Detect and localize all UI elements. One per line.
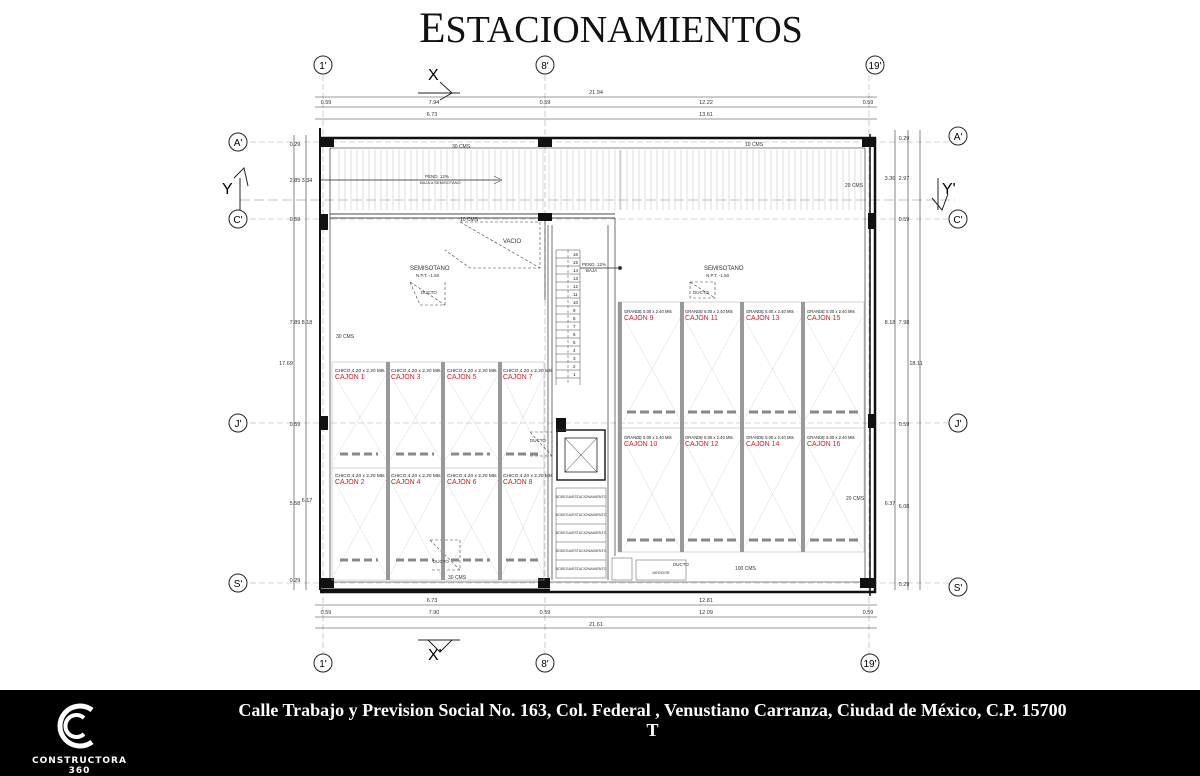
- section-mark-y-right: [932, 178, 956, 210]
- svg-text:9: 9: [573, 308, 576, 313]
- svg-text:CHICO 4.20 x 2.20 Mts: CHICO 4.20 x 2.20 Mts: [391, 474, 441, 479]
- svg-text:X: X: [428, 67, 439, 84]
- svg-text:19': 19': [868, 61, 882, 72]
- brand-name: CONSTRUCTORA 360: [32, 756, 127, 776]
- svg-text:CAJÓN 7: CAJÓN 7: [503, 374, 533, 381]
- svg-text:8': 8': [541, 61, 549, 72]
- svg-text:GRANDE 5.00 x 2.40 Mts: GRANDE 5.00 x 2.40 Mts: [624, 309, 672, 314]
- svg-text:CHICO 4.20 x 2.20 Mts: CHICO 4.20 x 2.20 Mts: [335, 474, 385, 479]
- cajon-5: [447, 368, 497, 381]
- svg-text:CHICO 4.20 x 2.20 Mts: CHICO 4.20 x 2.20 Mts: [335, 369, 385, 374]
- svg-text:0.59: 0.59: [289, 217, 301, 223]
- svg-text:CAJÓN 3: CAJÓN 3: [391, 374, 421, 381]
- svg-text:DUCTO: DUCTO: [433, 559, 449, 564]
- svg-text:CAJÓN 11: CAJÓN 11: [685, 315, 718, 322]
- svg-text:19': 19': [863, 659, 877, 670]
- svg-text:3.36: 3.36: [884, 176, 896, 182]
- svg-text:CAJÓN 13: CAJÓN 13: [746, 315, 780, 322]
- svg-text:CAJÓN 15: CAJÓN 15: [807, 315, 841, 322]
- svg-text:C': C': [233, 215, 243, 226]
- svg-text:Y': Y': [942, 181, 956, 198]
- svg-text:BAJA A SEMISOTANO: BAJA A SEMISOTANO: [420, 180, 461, 185]
- svg-text:CAJÓN 12: CAJÓN 12: [685, 441, 719, 448]
- svg-text:30 CMS: 30 CMS: [452, 144, 471, 150]
- svg-text:CAJÓN 1: CAJÓN 1: [335, 374, 365, 381]
- cajon-4: [391, 473, 441, 486]
- svg-text:PEND. 12%: PEND. 12%: [425, 174, 450, 179]
- svg-text:X': X': [428, 647, 442, 664]
- svg-text:BODEGA/ESTACIONAMIENTO: BODEGA/ESTACIONAMIENTO: [555, 513, 607, 517]
- brand-logo: [22, 696, 137, 776]
- svg-text:1: 1: [573, 372, 576, 377]
- svg-text:BODEGA/ESTACIONAMIENTO: BODEGA/ESTACIONAMIENTO: [555, 531, 607, 535]
- svg-text:VACIO: VACIO: [503, 239, 522, 245]
- svg-text:17.69: 17.69: [279, 361, 293, 367]
- cajon-1: [335, 368, 385, 381]
- svg-text:6.73: 6.73: [426, 598, 438, 604]
- svg-text:DUCTO: DUCTO: [421, 290, 437, 295]
- section-mark-y-left: [222, 168, 248, 210]
- svg-text:0.59: 0.59: [539, 610, 551, 616]
- svg-text:7.90: 7.90: [428, 610, 440, 616]
- svg-text:0.59: 0.59: [862, 100, 874, 106]
- stair-numbers: [573, 252, 579, 377]
- svg-text:30 CMS: 30 CMS: [448, 575, 467, 581]
- cajon-15: [807, 309, 855, 322]
- svg-text:8.18: 8.18: [884, 320, 896, 326]
- svg-text:12: 12: [573, 284, 579, 289]
- svg-text:5: 5: [573, 340, 576, 345]
- svg-text:6.73: 6.73: [426, 112, 438, 118]
- svg-text:30 CMS: 30 CMS: [336, 334, 355, 340]
- cajon-12: [685, 435, 733, 448]
- svg-text:7: 7: [573, 324, 576, 329]
- svg-text:PEND. 12%: PEND. 12%: [582, 262, 607, 267]
- c-logo-icon: [22, 696, 137, 756]
- svg-text:0.29: 0.29: [898, 136, 910, 142]
- cajon-7: [503, 368, 553, 381]
- section-mark-x-top: [418, 67, 460, 100]
- cajon-16: [807, 435, 855, 448]
- svg-text:21.61: 21.61: [589, 622, 603, 628]
- svg-text:8.18: 8.18: [301, 320, 313, 326]
- svg-text:BAJA: BAJA: [586, 268, 598, 273]
- cajon-labels: [335, 309, 855, 486]
- cajon-9: [624, 309, 672, 322]
- svg-text:CHICO 4.20 x 2.20 Mts: CHICO 4.20 x 2.20 Mts: [503, 474, 553, 479]
- svg-text:C': C': [953, 215, 963, 226]
- cajon-3: [391, 368, 441, 381]
- cajon-13: [746, 309, 794, 322]
- svg-text:11: 11: [573, 292, 578, 297]
- svg-text:6.08: 6.08: [898, 504, 910, 510]
- svg-text:SEMISOTANO: SEMISOTANO: [704, 266, 744, 272]
- svg-text:0.59: 0.59: [862, 610, 874, 616]
- svg-text:1': 1': [319, 659, 327, 670]
- svg-text:0.59: 0.59: [539, 100, 551, 106]
- svg-text:2.97: 2.97: [898, 176, 910, 182]
- cajon-14: [746, 435, 794, 448]
- svg-text:GRANDE 5.00 x 2.40 Mts: GRANDE 5.00 x 2.40 Mts: [685, 435, 733, 440]
- svg-text:BODEGA/ESTACIONAMIENTO: BODEGA/ESTACIONAMIENTO: [555, 549, 607, 553]
- svg-text:2: 2: [573, 364, 576, 369]
- axis-label: 1': [319, 61, 327, 72]
- address-text: [145, 700, 1160, 740]
- svg-text:DUCTO: DUCTO: [693, 290, 709, 295]
- svg-text:15: 15: [573, 260, 579, 265]
- svg-text:BODEGA/ESTACIONAMIENTO: BODEGA/ESTACIONAMIENTO: [555, 567, 607, 571]
- svg-text:0.29: 0.29: [289, 142, 301, 148]
- svg-text:7.98: 7.98: [898, 320, 910, 326]
- svg-text:0.59: 0.59: [898, 217, 910, 223]
- svg-text:8: 8: [573, 316, 576, 321]
- svg-text:BODEGA/ESTACIONAMIENTO: BODEGA/ESTACIONAMIENTO: [555, 495, 607, 499]
- svg-text:DUCTO: DUCTO: [530, 438, 546, 443]
- svg-text:CAJÓN 14: CAJÓN 14: [746, 441, 780, 448]
- svg-text:CAJÓN 5: CAJÓN 5: [447, 374, 477, 381]
- svg-text:4: 4: [573, 348, 576, 353]
- page-title: ESTACIONAMIENTOS: [419, 5, 803, 52]
- svg-text:A': A': [233, 138, 243, 149]
- svg-text:GRANDE 5.00 x 2.40 Mts: GRANDE 5.00 x 2.40 Mts: [685, 309, 733, 314]
- svg-text:13: 13: [573, 276, 579, 281]
- svg-text:CAJÓN 9: CAJÓN 9: [624, 315, 654, 322]
- svg-text:16: 16: [573, 252, 579, 257]
- svg-text:5.58: 5.58: [289, 501, 301, 507]
- svg-text:CHICO 4.20 x 2.20 Mts: CHICO 4.20 x 2.20 Mts: [447, 474, 497, 479]
- svg-text:0.59: 0.59: [320, 100, 332, 106]
- svg-text:CHICO 4.20 x 2.20 Mts: CHICO 4.20 x 2.20 Mts: [447, 369, 497, 374]
- svg-text:10: 10: [573, 300, 579, 305]
- cajon-6: [447, 473, 497, 486]
- elevator: [557, 430, 605, 480]
- svg-text:18.11: 18.11: [909, 361, 923, 367]
- svg-text:GRANDE 5.00 x 2.40 Mts: GRANDE 5.00 x 2.40 Mts: [746, 309, 794, 314]
- svg-text:6.37: 6.37: [884, 501, 896, 507]
- svg-text:12.22: 12.22: [699, 100, 713, 106]
- svg-text:CAJÓN 4: CAJÓN 4: [391, 479, 421, 486]
- svg-text:CAJÓN 2: CAJÓN 2: [335, 479, 365, 486]
- svg-text:GRANDE 5.00 x 2.40 Mts: GRANDE 5.00 x 2.40 Mts: [746, 435, 794, 440]
- svg-text:J': J': [954, 419, 962, 430]
- cajon-11: [685, 309, 733, 322]
- svg-text:GRANDE 5.00 x 2.40 Mts: GRANDE 5.00 x 2.40 Mts: [624, 435, 672, 440]
- svg-text:10 CMS: 10 CMS: [460, 217, 479, 223]
- cajon-10: [624, 435, 672, 448]
- svg-text:DUCTO: DUCTO: [673, 562, 689, 567]
- svg-text:S': S': [953, 583, 963, 594]
- footer-bar: [0, 690, 1200, 776]
- svg-text:3: 3: [573, 356, 576, 361]
- floor-plan: [0, 40, 1200, 690]
- svg-text:13.61: 13.61: [699, 112, 713, 118]
- svg-text:14: 14: [573, 268, 579, 273]
- svg-text:7.94: 7.94: [428, 100, 440, 106]
- svg-text:CHICO 4.20 x 2.20 Mts: CHICO 4.20 x 2.20 Mts: [391, 369, 441, 374]
- svg-text:CAJÓN 8: CAJÓN 8: [503, 479, 533, 486]
- cajon-8: [503, 473, 553, 486]
- svg-text:J': J': [234, 419, 242, 430]
- svg-text:6: 6: [573, 332, 576, 337]
- svg-text:MEDIDOR: MEDIDOR: [652, 571, 670, 575]
- svg-text:0.29: 0.29: [898, 582, 910, 588]
- svg-text:7.89: 7.89: [289, 320, 301, 326]
- svg-text:0.59: 0.59: [320, 610, 332, 616]
- svg-text:GRANDE 5.00 x 2.40 Mts: GRANDE 5.00 x 2.40 Mts: [807, 309, 855, 314]
- svg-text:SEMISOTANO: SEMISOTANO: [410, 266, 450, 272]
- svg-text:10 CMS: 10 CMS: [745, 142, 764, 148]
- svg-text:20 CMS: 20 CMS: [845, 183, 864, 189]
- service-labels: [556, 495, 670, 575]
- svg-text:A': A': [953, 132, 963, 143]
- svg-text:20 CMS: 20 CMS: [846, 496, 865, 502]
- axis-column-bubbles: [314, 56, 884, 672]
- svg-text:Y: Y: [222, 181, 233, 198]
- ramp-top: [320, 150, 864, 270]
- svg-text:S': S': [233, 579, 243, 590]
- svg-text:N.P.T. -1.50: N.P.T. -1.50: [706, 273, 730, 278]
- address-line-2: T: [646, 720, 659, 740]
- section-mark-x-bottom: [418, 640, 460, 664]
- cajon-2: [335, 473, 385, 486]
- small-cajones-grid: [332, 362, 544, 580]
- svg-text:2.85: 2.85: [289, 178, 301, 184]
- svg-text:CAJÓN 10: CAJÓN 10: [624, 441, 658, 448]
- svg-text:CHICO 4.20 x 2.20 Mts: CHICO 4.20 x 2.20 Mts: [503, 369, 553, 374]
- svg-text:0.59: 0.59: [898, 422, 910, 428]
- big-cajones-grid: [618, 302, 864, 552]
- svg-text:100 CMS: 100 CMS: [735, 566, 756, 572]
- svg-text:6.17: 6.17: [301, 498, 313, 504]
- svg-text:8': 8': [541, 659, 549, 670]
- svg-text:0.29: 0.29: [289, 578, 301, 584]
- svg-text:21.94: 21.94: [589, 90, 603, 96]
- svg-text:3.34: 3.34: [301, 178, 313, 184]
- svg-text:12.81: 12.81: [699, 598, 713, 604]
- svg-text:0.59: 0.59: [289, 422, 301, 428]
- address-line-1: Calle Trabajo y Prevision Social No. 163, Col. Federal , Venustiano Carranza, Ciudad de México, C.P. 15700: [238, 700, 1067, 720]
- svg-text:CAJÓN 6: CAJÓN 6: [447, 479, 477, 486]
- svg-text:GRANDE 5.00 x 2.40 Mts: GRANDE 5.00 x 2.40 Mts: [807, 435, 855, 440]
- svg-text:CAJÓN 16: CAJÓN 16: [807, 441, 841, 448]
- svg-text:N.P.T. -1.50: N.P.T. -1.50: [416, 273, 440, 278]
- svg-text:12.09: 12.09: [699, 610, 713, 616]
